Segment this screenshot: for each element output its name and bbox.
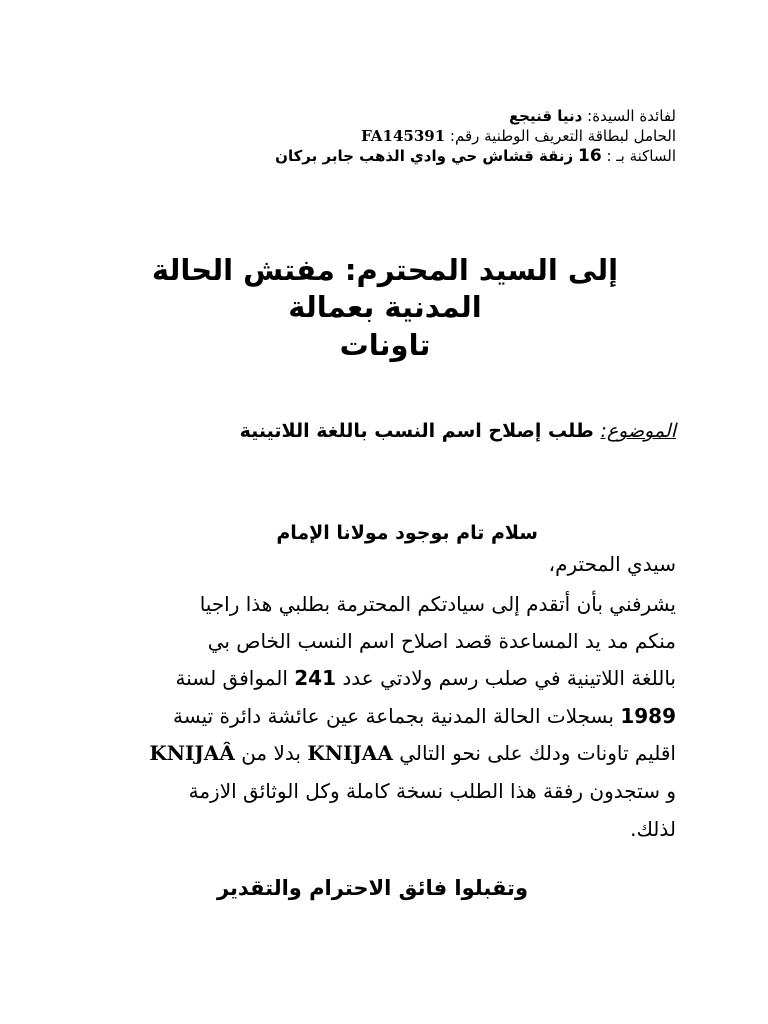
body-line-1: يشرفني بأن أتقدم إلى سيادتكم المحترمة بطلبي هذا راجيا: [199, 592, 676, 616]
body-line-5: [149, 741, 676, 765]
closing: وتقبلوا فائق الاحترام والتقدير: [216, 876, 528, 900]
recipient-prefix: لفائدة السيدة:: [587, 107, 676, 125]
body-line-2: منكم مد يد المساعدة قصد اصلاح اسم النسب الخاص بي: [207, 629, 676, 653]
incorrect-name: KNIJAÂ: [149, 741, 235, 765]
salutation: سلام تام بوجود مولانا الإمام: [276, 522, 538, 544]
recipient-name: دنيا قنيجع: [508, 107, 583, 125]
address-text: زنقة قشاش حي وادي الذهب جابر بركان: [275, 147, 574, 165]
address-prefix: الساكنة بـ :: [606, 147, 676, 165]
addressee-line-1: إلى السيد المحترم: مفتش الحالة: [151, 253, 619, 287]
addressee-line-2: المدنية بعمالة: [288, 290, 482, 324]
body-line-3-text-b: الموافق لسنة: [175, 666, 288, 690]
body-line-4: [173, 704, 676, 728]
body-line-7: لذلك.: [630, 817, 676, 841]
birth-record-number: 241: [294, 666, 337, 690]
address-number: 16: [577, 146, 602, 166]
subject-text: طلب إصلاح اسم النسب باللغة اللاتينية: [239, 420, 594, 442]
body-line-4-text: بسجلات الحالة المدنية بجماعة عين عائشة دائرة تيسة: [173, 704, 614, 728]
birth-year: 1989: [620, 704, 676, 728]
body-line-6: و ستجدون رفقة هذا الطلب نسخة كاملة وكل الوثائق الازمة: [188, 779, 676, 803]
address-line: [275, 146, 676, 166]
id-prefix: الحامل لبطاقة التعريف الوطنية رقم:: [449, 127, 676, 145]
id-line: [361, 126, 676, 146]
body-line-3: [176, 666, 677, 690]
id-number: FA145391: [361, 127, 446, 145]
body-line-5-text-b: بدلا من: [241, 741, 301, 765]
corrected-name: KNIJAA: [307, 741, 393, 765]
body-line-5-text-a: اقليم تاونات ودلك على نحو التالي: [399, 741, 676, 765]
subject-line: [240, 420, 676, 442]
body-line-3-text-a: باللغة اللاتينية في صلب رسم ولادتي عدد: [342, 666, 676, 690]
opening: سيدي المحترم،: [548, 552, 676, 576]
subject-label: الموضوع:: [600, 420, 676, 442]
addressee-line-3: تاونات: [339, 328, 431, 362]
recipient-line: [509, 106, 676, 126]
